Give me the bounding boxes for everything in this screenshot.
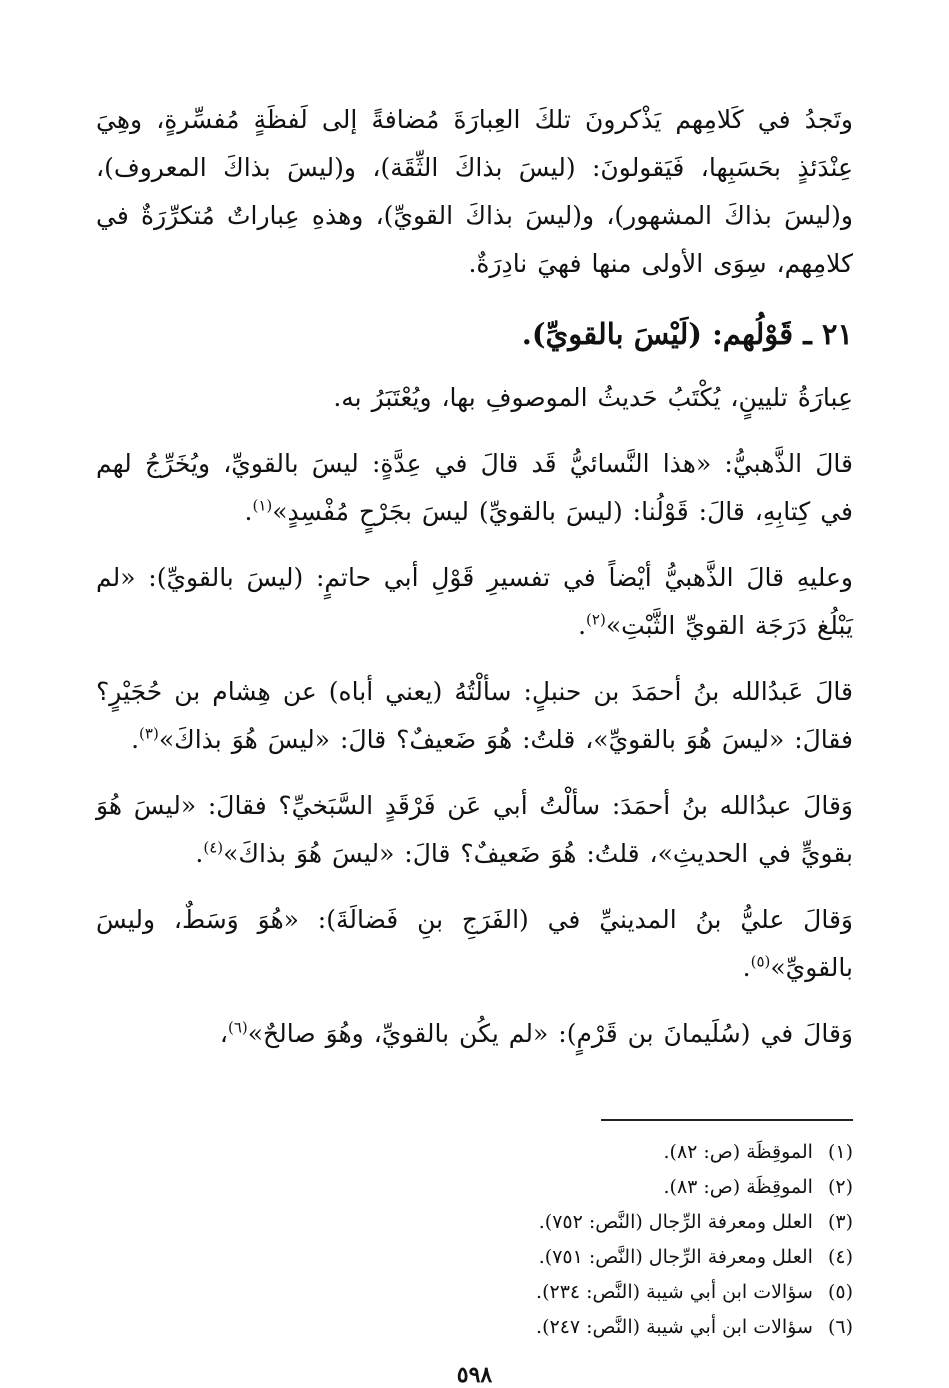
body-paragraph-6: وَقالَ عليُّ بنُ المدينيِّ في (الفَرَجِ بنِ فَضالَةَ): «هُوَ وَسَطٌ، وليسَ بالقويِّ»$^{(٥)}$. — [96, 905, 853, 982]
footnote-6 — [96, 1310, 853, 1345]
body-paragraph-4: قالَ عَبدُالله بنُ أحمَدَ بن حنبلٍ: سألْتُهُ (يعني أباه) عن هِشام بن حُجَيْرٍ؟ فقالَ: «ليسَ هُوَ بالقويِّ»، قلتُ: هُوَ ضَعيفٌ؟ قالَ: «ليسَ هُوَ بذاكَ»$^{(٣)}$. — [96, 677, 853, 754]
body-paragraph-7: وَقالَ في (سُلَيمانَ بن قَرْمٍ): «لم يكُن بالقويِّ، وهُوَ صالحٌ»$^{(٦)}$، — [219, 1018, 853, 1048]
footnote-ref-6: (٦) — [227, 1018, 248, 1037]
footnote-number: (١) — [827, 1141, 853, 1163]
footnote-5 — [96, 1275, 853, 1310]
body-paragraph-1: عِبارَةُ تليينٍ، يُكْتَبُ حَديثُ الموصوفِ بها، ويُعْتَبَرُ به. — [333, 383, 853, 412]
footnote-text: سؤالات ابن أبي شيبة (النَّص: ٢٤٧). — [536, 1316, 813, 1338]
footnote-number: (٥) — [827, 1281, 853, 1303]
book-page — [96, 96, 853, 1388]
footnote-text: الموقِظَة (ص: ٨٣). — [663, 1176, 813, 1198]
footnote-text: العلل ومعرفة الرِّجال (النَّص: ٧٥٢). — [538, 1211, 813, 1233]
footnote-text: العلل ومعرفة الرِّجال (النَّص: ٧٥١). — [538, 1246, 813, 1268]
footnote-ref-3: (٣) — [139, 724, 159, 743]
section-heading: ٢١ ـ قَوْلُهم: (لَيْسَ بالقويِّ). — [521, 317, 853, 351]
footnote-text: الموقِظَة (ص: ٨٢). — [663, 1141, 813, 1163]
footnote-3 — [96, 1205, 853, 1240]
footnote-number: (٦) — [827, 1316, 853, 1338]
footnote-1 — [96, 1135, 853, 1170]
footnote-ref-5: (٥) — [750, 952, 771, 971]
footnote-number: (٢) — [827, 1176, 853, 1198]
main-text — [96, 96, 853, 1076]
footnote-ref-1: (١) — [252, 496, 273, 515]
footnote-divider — [601, 1119, 853, 1121]
intro-paragraph: وتَجدُ في كَلامِهم يَذْكرونَ تلكَ العِبارَةَ مُضافةً إلى لَفظَةٍ مُفسِّرةٍ، وهِيَ عِنْدَئذٍ بحَسَبِها، فَيَقولونَ: (ليسَ بذاكَ الثِّقَة)، و(ليسَ بذاكَ المعروف)، و(ليسَ بذاكَ المشهور)، و(ليسَ بذاكَ القويِّ)، وهذهِ عِباراتٌ مُتكرِّرَةٌ في كلامِهم، سِوَى الأولى منها فهيَ نادِرَةٌ. — [96, 105, 853, 278]
body-paragraph-2: قالَ الذَّهبيُّ: «هذا النَّسائيُّ قَد قالَ في عِدَّةٍ: ليسَ بالقويِّ، ويُخَرِّجُ لهم في كِتابِهِ، قالَ: قَوْلُنا: (ليسَ بالقويِّ) ليسَ بجَرْحٍ مُفْسِدٍ»$^{(١)}$. — [96, 449, 853, 526]
body-paragraph-5: وَقالَ عبدُالله بنُ أحمَدَ: سألْتُ أبي عَن فَرْقَدٍ السَّبَخيِّ؟ فقالَ: «ليسَ هُوَ بقويٍّ في الحديثِ»، قلتُ: هُوَ ضَعيفٌ؟ قالَ: «ليسَ هُوَ بذاكَ»$^{(٤)}$. — [96, 791, 853, 868]
footnote-number: (٤) — [827, 1246, 853, 1268]
footnote-text: سؤالات ابن أبي شيبة (النَّص: ٢٣٤). — [536, 1281, 813, 1303]
footnote-number: (٣) — [827, 1211, 853, 1233]
footnote-ref-2: (٢) — [586, 610, 606, 629]
footnote-ref-4: (٤) — [203, 838, 224, 857]
footnotes-section — [96, 1119, 853, 1345]
footnote-4 — [96, 1240, 853, 1275]
footnote-2 — [96, 1170, 853, 1205]
page-number: ٥٩٨ — [456, 1362, 493, 1388]
body-paragraph-3: وعليهِ قالَ الذَّهبيُّ أيْضاً في تفسيرِ قَوْلِ أبي حاتمٍ: (ليسَ بالقويِّ): «لم يَبْلُغ دَرَجَة القويِّ الثَّبْتِ»$^{(٢)}$. — [96, 563, 853, 640]
